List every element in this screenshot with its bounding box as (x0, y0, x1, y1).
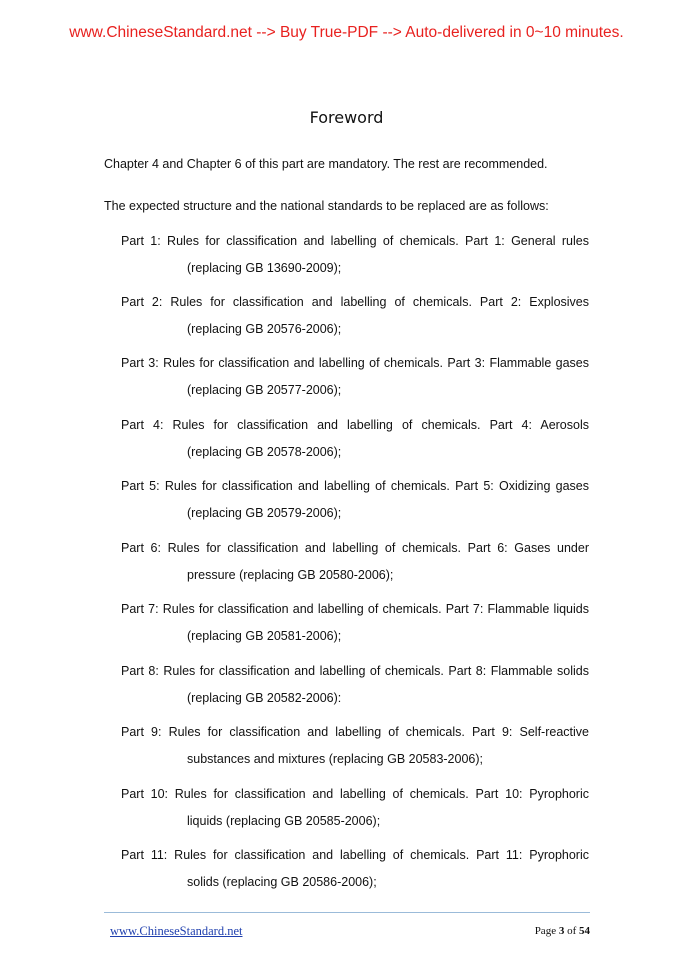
part-title: Part 5: Rules for classification and labelling of chemicals. Part 5: Oxidizing gases (121, 479, 589, 493)
list-item (121, 663, 589, 706)
part-title: Part 11: Rules for classification and labelling of chemicals. Part 11: Pyrophoric (121, 848, 589, 862)
list-item (121, 786, 589, 829)
part-title: Part 8: Rules for classification and labelling of chemicals. Part 8: Flammable solids (121, 664, 589, 678)
part-replacement: (replacing GB 20576-2006); (187, 322, 342, 336)
part-title: Part 7: Rules for classification and labelling of chemicals. Part 7: Flammable liquids (121, 602, 589, 616)
part-title: Part 10: Rules for classification and labelling of chemicals. Part 10: Pyrophoric (121, 787, 589, 801)
footer-divider (104, 912, 590, 913)
part-replacement: substances and mixtures (replacing GB 20583-2006); (187, 752, 483, 766)
part-title: Part 9: Rules for classification and labelling of chemicals. Part 9: Self-reactive (121, 725, 589, 739)
part-replacement: (replacing GB 13690-2009); (187, 261, 342, 275)
page-current: 3 (558, 925, 565, 937)
list-item (121, 724, 589, 767)
page-of: of (567, 925, 577, 937)
list-item (121, 601, 589, 644)
part-title: Part 1: Rules for classification and labelling of chemicals. Part 1: General rules (121, 234, 589, 248)
part-replacement: (replacing GB 20582-2006): (187, 691, 342, 705)
list-item (121, 294, 589, 337)
structure-note: The expected structure and the national standards to be replaced are as follows: (104, 199, 549, 213)
footer-website-link[interactable]: www.ChineseStandard.net (110, 924, 243, 938)
page-total: 54 (579, 925, 590, 937)
page-prefix: Page (534, 925, 557, 937)
list-item (121, 478, 589, 521)
page-title: Foreword (309, 108, 384, 127)
part-replacement: solids (replacing GB 20586-2006); (187, 875, 377, 889)
part-replacement: (replacing GB 20579-2006); (187, 506, 342, 520)
part-replacement: (replacing GB 20577-2006); (187, 383, 342, 397)
part-replacement: liquids (replacing GB 20585-2006); (187, 814, 381, 828)
intro-paragraph: Chapter 4 and Chapter 6 of this part are mandatory. The rest are recommended. (104, 157, 548, 171)
part-title: Part 4: Rules for classification and labelling of chemicals. Part 4: Aerosols (121, 418, 589, 432)
list-item (121, 355, 589, 398)
top-banner-link[interactable]: www.ChineseStandard.net --> Buy True-PDF --> Auto-delivered in 0~10 minutes. (69, 24, 624, 41)
page-number (480, 925, 590, 937)
part-replacement: pressure (replacing GB 20580-2006); (187, 568, 394, 582)
list-item (121, 540, 589, 583)
part-title: Part 2: Rules for classification and labelling of chemicals. Part 2: Explosives (121, 295, 589, 309)
part-title: Part 3: Rules for classification and labelling of chemicals. Part 3: Flammable gases (121, 356, 589, 370)
list-item (121, 233, 589, 276)
part-replacement: (replacing GB 20578-2006); (187, 445, 342, 459)
part-replacement: (replacing GB 20581-2006); (187, 629, 342, 643)
list-item (121, 417, 589, 460)
list-item (121, 847, 589, 890)
part-title: Part 6: Rules for classification and labelling of chemicals. Part 6: Gases under (121, 541, 589, 555)
